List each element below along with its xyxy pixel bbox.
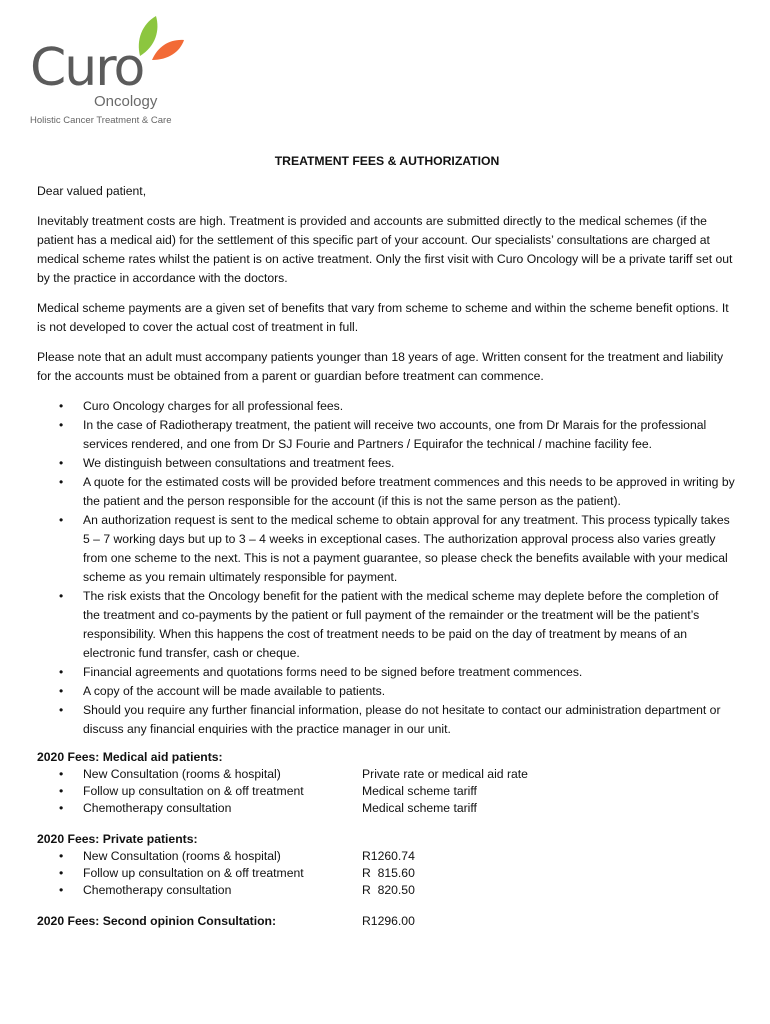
list-item: • Should you require any further financial information, please do not hesitate to contact our administration department or discuss any financial enquiries with the practice manager in our unit. <box>59 703 721 736</box>
bullet-icon: • <box>59 456 64 470</box>
bullet-icon: • <box>59 866 64 880</box>
fee-value: R 815.60 <box>362 866 415 880</box>
bullet-icon: • <box>59 665 64 679</box>
letter-body <box>37 152 737 930</box>
fee-row: • New Consultation (rooms & hospital) Private rate or medical aid rate <box>59 767 528 781</box>
bullet-icon: • <box>59 684 64 698</box>
list-item: • The risk exists that the Oncology benefit for the patient with the medical scheme may deplete before the completion of the treatment and co-payments by the patient or full payment of the remainder or the treatment will be the patient’s responsibility. When this happens the cost of treatment needs to be paid on the day of treatment by means of an electronic fund transfer, cash or cheque. <box>59 589 719 660</box>
curo-oncology-logo <box>26 14 196 130</box>
list-item: • Curo Oncology charges for all professional fees. <box>37 397 737 416</box>
fee-value: R1296.00 <box>362 914 415 928</box>
paragraph-costs: Inevitably treatment costs are high. Treatment is provided and accounts are submitted directly to the medical schemes (if the patient has a medical aid) for the settlement of this specific part of your account. Our specialists’ consultations are charged at medical scheme rates whilst the patient is on active treatment. Only the first visit with Curo Oncology will be a private tariff set out by the practice in accordance with the doctors. <box>37 214 733 285</box>
fee-value: R1260.74 <box>362 849 415 863</box>
bullet-icon: • <box>59 589 64 603</box>
fee-row: • Chemotherapy consultation Medical scheme tariff <box>59 801 477 815</box>
bullet-icon: • <box>59 513 64 527</box>
bullet-icon: • <box>59 849 64 863</box>
logo-tagline: Holistic Cancer Treatment & Care <box>30 115 172 126</box>
bullet-icon: • <box>59 883 64 897</box>
greeting: Dear valued patient, <box>37 184 147 198</box>
bullet-icon: • <box>59 399 64 413</box>
fee-value: Medical scheme tariff <box>362 784 477 798</box>
fees-medical-aid <box>37 749 737 817</box>
fee-schedule <box>37 749 737 930</box>
list-item: • In the case of Radiotherapy treatment, the patient will receive two accounts, one from Dr Marais for the professional services rendered, and one from Dr SJ Fourie and Partners / Equirafor the technical / machine facility fee. <box>59 418 707 451</box>
fee-value: R 820.50 <box>362 883 415 897</box>
bullet-icon: • <box>59 767 64 781</box>
list-item: • A quote for the estimated costs will be provided before treatment commences and this needs to be approved in writing by the patient and the person responsible for the account (if this is not the same person as the patient). <box>59 475 735 508</box>
policy-list <box>37 397 737 739</box>
bullet-icon: • <box>59 784 64 798</box>
paragraph-minors: Please note that an adult must accompany patients younger than 18 years of age. Written consent for the treatment and liability for the accounts must be obtained from a parent or guardian before treatment can commence. <box>37 350 724 383</box>
bullet-icon: • <box>59 475 64 489</box>
paragraph-scheme-payments: Medical scheme payments are a given set of benefits that vary from scheme to scheme and within the scheme benefit options. It is not developed to cover the actual cost of treatment in full. <box>37 301 729 334</box>
fees-second-opinion-heading: 2020 Fees: Second opinion Consultation: <box>37 914 277 928</box>
fee-value: Medical scheme tariff <box>362 801 477 815</box>
fee-row: • New Consultation (rooms & hospital) R1260.74 <box>59 849 415 863</box>
list-item: • A copy of the account will be made available to patients. <box>37 682 737 701</box>
document-title: TREATMENT FEES & AUTHORIZATION <box>274 154 500 168</box>
leaf-orange-icon <box>150 36 186 62</box>
fee-value: Private rate or medical aid rate <box>362 767 528 781</box>
list-item: • An authorization request is sent to the medical scheme to obtain approval for any treatment. This process typically takes 5 – 7 working days but up to 3 – 4 weeks in exceptional cases. The authorization approval process also varies greatly from one scheme to the next. This is not a payment guarantee, so please check the benefits available with your medical scheme as you remain ultimately responsible for payment. <box>59 513 730 584</box>
list-item: • Financial agreements and quotations forms need to be signed before treatment commences. <box>37 663 737 682</box>
logo-subtitle: Oncology <box>94 93 158 110</box>
list-item: • We distinguish between consultations and treatment fees. <box>37 454 737 473</box>
fees-private-heading: 2020 Fees: Private patients: <box>37 832 198 846</box>
bullet-icon: • <box>59 703 64 717</box>
fees-private <box>37 831 737 899</box>
fees-medical-heading: 2020 Fees: Medical aid patients: <box>37 750 223 764</box>
logo-wordmark: Curo <box>30 38 144 98</box>
fee-row: • Chemotherapy consultation R 820.50 <box>59 883 415 897</box>
fee-row: • Follow up consultation on & off treatment R 815.60 <box>59 866 415 880</box>
bullet-icon: • <box>59 418 64 432</box>
fee-row: • Follow up consultation on & off treatment Medical scheme tariff <box>59 784 477 798</box>
bullet-icon: • <box>59 801 64 815</box>
fees-second-opinion <box>37 913 737 930</box>
